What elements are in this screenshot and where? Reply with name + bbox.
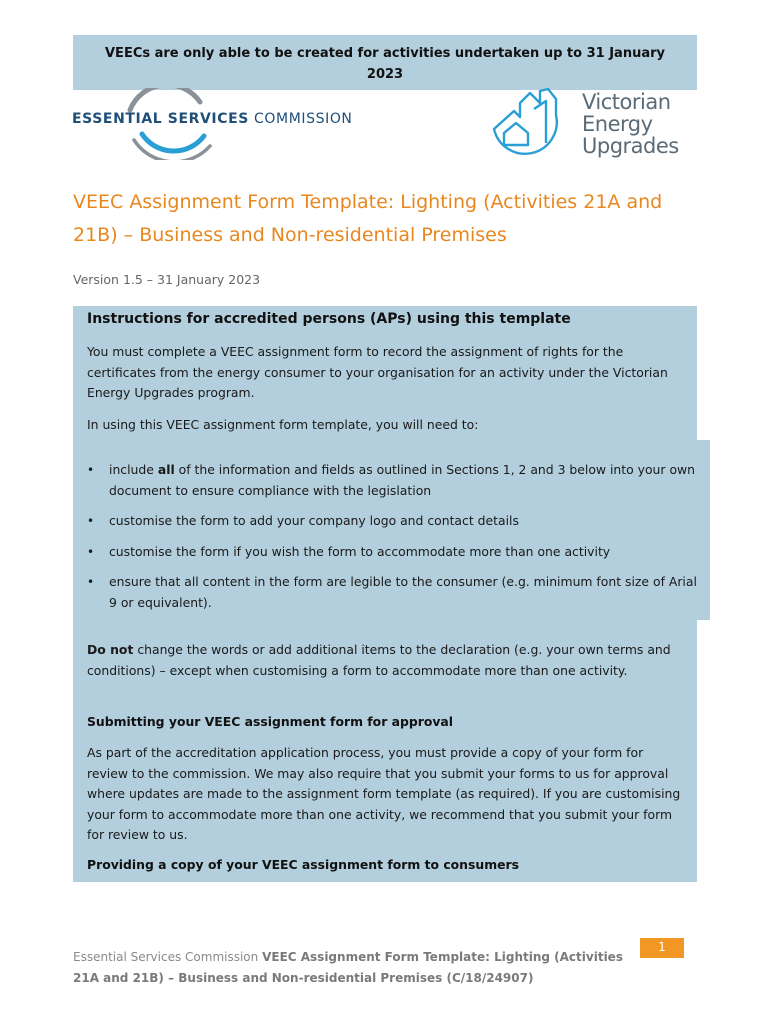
instructions-para-2: In using this VEEC assignment form template, you will need to: [87,417,479,432]
veu-wordmark [582,91,679,157]
submitting-heading: Submitting your VEEC assignment form for approval [87,714,454,729]
list-item: • customise the form if you wish the form to accommodate more than one activity [87,542,697,563]
banner-text: VEECs are only able to be created for activities undertaken up to 31 January 2023 [105,46,665,82]
list-item: • include all of the information and fields as outlined in Sections 1, 2 and 3 below into your own document to ensure compliance with the legislation [87,460,697,501]
esc-wordmark-bold: ESSENTIAL SERVICES [72,111,249,127]
esc-logo [72,88,352,160]
version-line: Version 1.5 – 31 January 2023 [73,272,261,287]
footer-doc: VEEC Assignment Form Template: Lighting (Activities 21A and 21B) – Business and Non-residential Premises (C/18/24907) [73,950,623,985]
esc-wordmark [72,111,353,127]
top-banner [73,35,697,90]
submitting-paragraph: As part of the accreditation application process, you must provide a copy of your form for review to the commission. We may also require that you submit your forms to us for approval where updates are made to the assignment form template (as required). If you are customising your form to accommodate more than one activity, we recommend that you submit your form for review to us. [87,745,681,842]
list-item: • customise the form to add your company logo and contact details [87,511,697,532]
instructions-para-1: You must complete a VEEC assignment form to record the assignment of rights for the certificates from the energy consumer to your organisation for an activity under the Victorian Energy Upgrades program. [87,344,668,400]
veu-line-1: Victorian [582,90,671,114]
providing-heading: Providing a copy of your VEEC assignment form to consumers [87,857,520,872]
document-title: VEEC Assignment Form Template: Lighting (Activities 21A and 21B) – Business and Non-residential Premises [73,191,663,246]
do-not-paragraph: Do not change the words or add additional items to the declaration (e.g. your own terms and conditions) – except when customising a form to accommodate more than one activity. [87,642,671,678]
page-number-badge: 1 [640,938,684,958]
veu-line-3: Upgrades [582,134,679,158]
instructions-heading: Instructions for accredited persons (APs) using this template [87,311,571,327]
veu-line-2: Energy [582,112,653,136]
house-icon [486,85,576,165]
esc-wordmark-light: COMMISSION [254,111,353,127]
page-footer [73,947,653,989]
list-item: • ensure that all content in the form are legible to the consumer (e.g. minimum font size of Arial 9 or equivalent). [87,572,697,613]
footer-org: Essential Services Commission [73,950,259,964]
requirements-list [87,460,697,623]
panel-notch [697,440,710,620]
